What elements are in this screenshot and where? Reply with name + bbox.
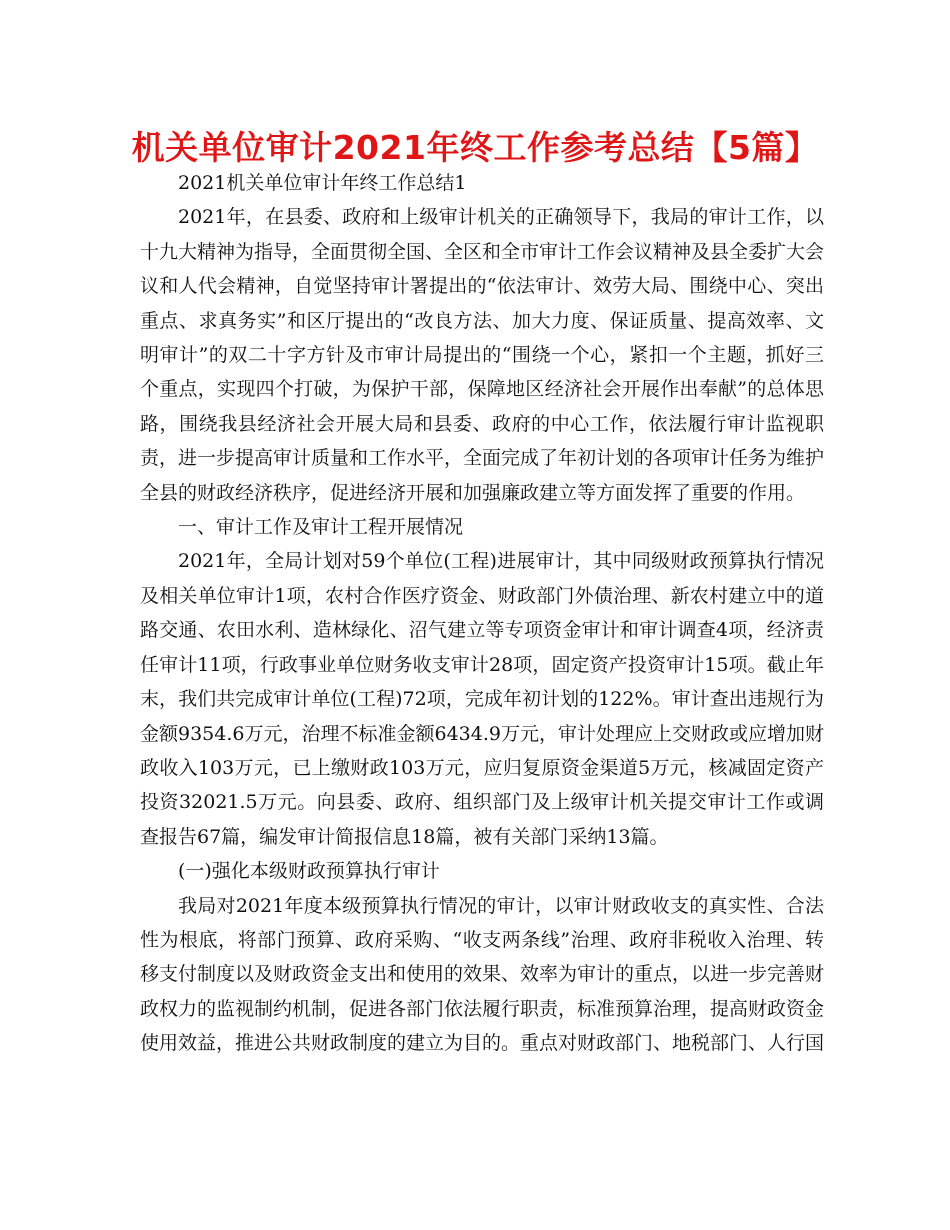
paragraph-intro: 2021年，在县委、政府和上级审计机关的正确领导下，我局的审计工作，以十九大精神为指导，全面贯彻全国、全区和全市审计工作会议精神及县全委扩大会议和人代会精神，自觉坚持审计署提出的“依法审计、效劳大局、围绕中心、突出重点、求真务实”和区厅提出的“改良方法、加大力度、保证质量、提高效率、文明审计”的双二十字方针及市审计局提出的“围绕一个心，紧扣一个主题，抓好三个重点，实现四个打破，为保护干部，保障地区经济社会开展作出奉献”的总体思路，围绕我县经济社会开展大局和县委、政府的中心工作，依法履行审计监视职责，进一步提高审计质量和工作水平，全面完成了年初计划的各项审计任务为维护全县的财政经济秩序，促进经济开展和加强廉政建立等方面发挥了重要的作用。 bbox=[140, 206, 825, 504]
paragraph-budget-audit: 我局对2021年度本级预算执行情况的审计，以审计财政收支的真实性、合法性为根底，将部门预算、政府采购、“收支两条线”治理、政府非税收入治理、转移支付制度以及财政资金支出和使用的效果、效率为审计的重点，以进一步完善财政权力的监视制约机制，促进各部门依法履行职责，标准预算治理，提高财政资金使用效益，推进公共财政制度的建立为目的。重点对财政部门、地税部门、人行国 bbox=[140, 894, 825, 1055]
document-title: 机关单位审计2021年终工作参考总结【5篇】 bbox=[131, 128, 819, 167]
section-heading-1-1: (一)强化本级财政预算执行审计 bbox=[178, 860, 440, 883]
section-heading-1: 一、审计工作及审计工程开展情况 bbox=[178, 516, 464, 539]
section-subtitle: 2021机关单位审计年终工作总结1 bbox=[178, 172, 467, 194]
document-body bbox=[140, 166, 824, 1061]
paragraph-audit-stats: 2021年，全局计划对59个单位(工程)进展审计，其中同级财政预算执行情况及相关单位审计1项，农村合作医疗资金、财政部门外债治理、新农村建立中的道路交通、农田水利、造林绿化、沼气建立等专项资金审计和审计调查4项，经济责任审计11项，行政事业单位财务收支审计28项，固定资产投资审计15项。截止年末，我们共完成审计单位(工程)72项，完成年初计划的122%。审计查出违规行为金额9354.6万元，治理不标准金额6434.9万元，审计处理应上交财政或应增加财政收入103万元，已上缴财政103万元，应归复原资金渠道5万元，核减固定资产投资32021.5万元。向县委、政府、组织部门及上级审计机关提交审计工作或调查报告67篇，编发审计简报信息18篇，被有关部门采纳13篇。 bbox=[140, 550, 824, 848]
